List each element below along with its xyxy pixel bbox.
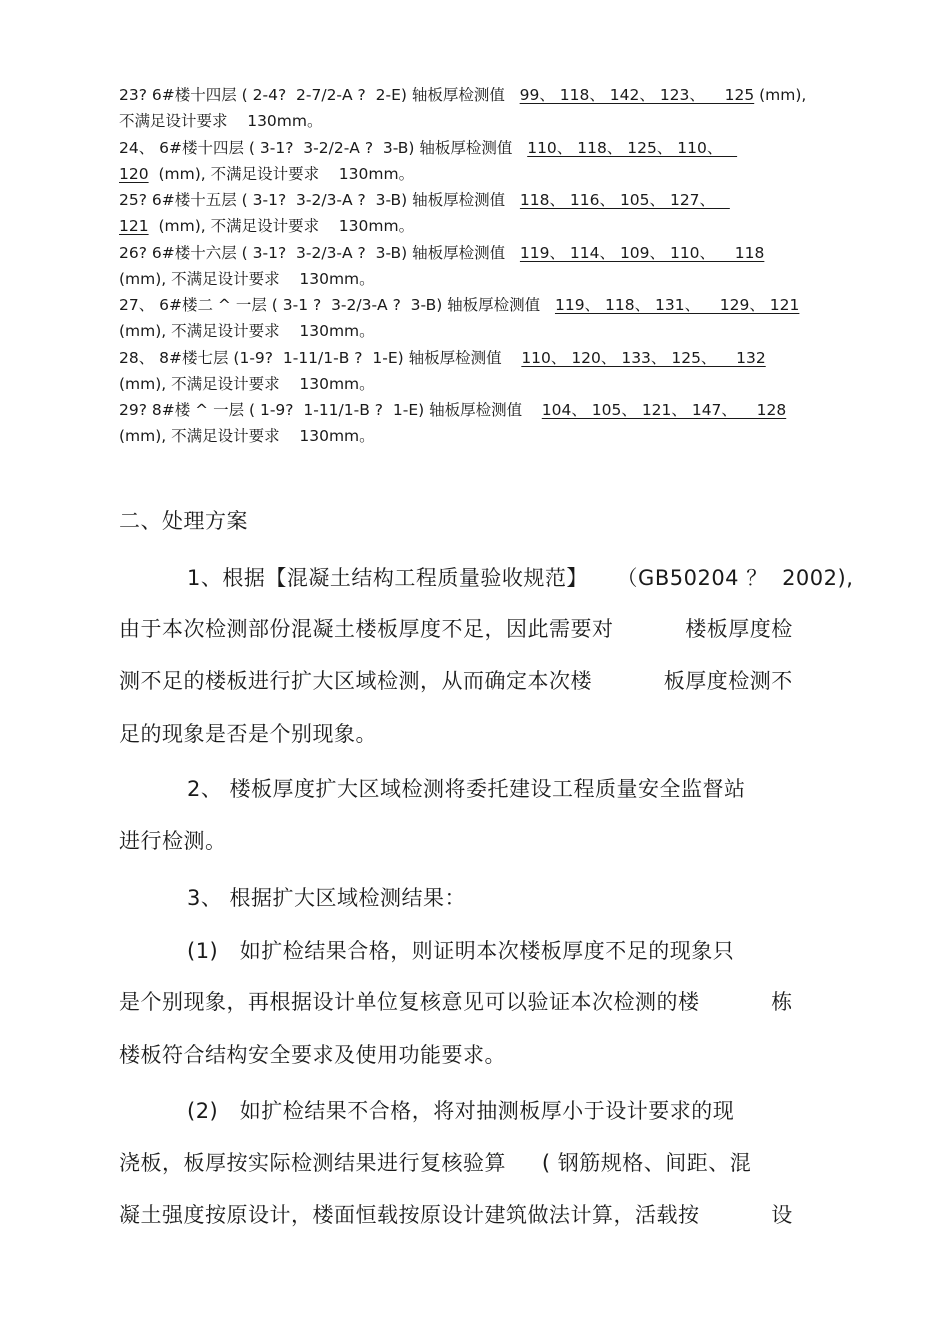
paragraph-line: 1、根据【混凝土结构工程质量验收规范】 （GB50204 ？ 2002), [187, 566, 854, 590]
item-line-2 [119, 216, 414, 236]
item-line-1 [119, 295, 799, 315]
item-text: 24、 6#楼十四层 ( 3-1? 3-2/2-A ? 3-B) 轴板厚检测值 [119, 139, 528, 157]
item-requirement: 不满足设计要求 130mm。 [119, 112, 323, 130]
paragraph-line: (2) 如扩检结果不合格，将对抽测板厚小于设计要求的现 [187, 1099, 735, 1123]
item-requirement: (mm), 不满足设计要求 130mm。 [148, 217, 415, 235]
item-line-2 [119, 111, 323, 131]
item-line-2 [119, 426, 375, 446]
item-values: 99、 118、 142、 123、 125 [519, 86, 755, 104]
item-requirement: (mm), 不满足设计要求 130mm。 [119, 322, 375, 340]
item-line-1 [119, 348, 766, 368]
item-line-1 [119, 138, 737, 158]
item-values: 118、 116、 105、 127、 [519, 191, 730, 209]
paragraph-line: 2、 楼板厚度扩大区域检测将委托建设工程质量安全监督站 [187, 777, 746, 801]
paragraph-line: 测不足的楼板进行扩大区域检测，从而确定本次楼 板厚度检测不 [119, 669, 793, 693]
item-line-2 [119, 321, 375, 341]
item-values: 119、 114、 109、 110、 118 [519, 244, 765, 262]
paragraph-line: 由于本次检测部份混凝土楼板厚度不足，因此需要对 楼板厚度检 [119, 617, 793, 641]
paragraph-line: 凝土强度按原设计，楼面恒载按原设计建筑做法计算，活载按 设 [119, 1203, 793, 1227]
item-text: 27、 6#楼二 ^ 一层 ( 3-1 ? 3-2/3-A ? 3-B) 轴板厚检测值 [119, 296, 555, 314]
item-requirement: (mm), 不满足设计要求 130mm。 [119, 427, 375, 445]
item-values: 104、 105、 121、 147、 128 [541, 401, 787, 419]
paragraph-line: 3、 根据扩大区域检测结果： [187, 886, 467, 910]
paragraph-line: 足的现象是否是个别现象。 [119, 722, 377, 746]
item-text: 25? 6#楼十五层 ( 3-1? 3-2/3-A ? 3-B) 轴板厚检测值 [119, 191, 520, 209]
item-line-1 [119, 190, 730, 210]
item-line-1 [119, 400, 786, 420]
item-values: 110、 120、 133、 125、 132 [521, 349, 766, 367]
item-values-cont: 120 [119, 165, 149, 183]
item-values: 119、 118、 131、 129、 121 [554, 296, 800, 314]
item-text: 26? 6#楼十六层 ( 3-1? 3-2/3-A ? 3-B) 轴板厚检测值 [119, 244, 520, 262]
item-requirement: (mm), 不满足设计要求 130mm。 [119, 270, 375, 288]
item-line-2 [119, 269, 375, 289]
item-unit: (mm), [754, 86, 807, 104]
paragraph-line: 进行检测。 [119, 829, 227, 853]
item-line-2 [119, 374, 375, 394]
item-values: 110、 118、 125、 110、 [527, 139, 738, 157]
item-text: 23? 6#楼十四层 ( 2-4? 2-7/2-A ? 2-E) 轴板厚检测值 [119, 86, 520, 104]
paragraph-line: 浇板，板厚按实际检测结果进行复核验算 ( 钢筋规格、间距、混 [119, 1151, 752, 1175]
item-text: 28、 8#楼七层 (1-9? 1-11/1-B ? 1-E) 轴板厚检测值 [119, 349, 522, 367]
section-heading: 二、处理方案 [119, 509, 248, 533]
paragraph-line: 是个别现象，再根据设计单位复核意见可以验证本次检测的楼 栋 [119, 990, 793, 1014]
item-values-cont: 121 [119, 217, 149, 235]
paragraph-line: (1) 如扩检结果合格，则证明本次楼板厚度不足的现象只 [187, 939, 735, 963]
item-line-1 [119, 243, 764, 263]
item-line-1 [119, 85, 806, 105]
paragraph-line: 楼板符合结构安全要求及使用功能要求。 [119, 1043, 506, 1067]
item-requirement: (mm), 不满足设计要求 130mm。 [119, 375, 375, 393]
item-text: 29? 8#楼 ^ 一层 ( 1-9? 1-11/1-B ? 1-E) 轴板厚检测值 [119, 401, 542, 419]
item-line-2 [119, 164, 414, 184]
item-requirement: (mm), 不满足设计要求 130mm。 [148, 165, 415, 183]
